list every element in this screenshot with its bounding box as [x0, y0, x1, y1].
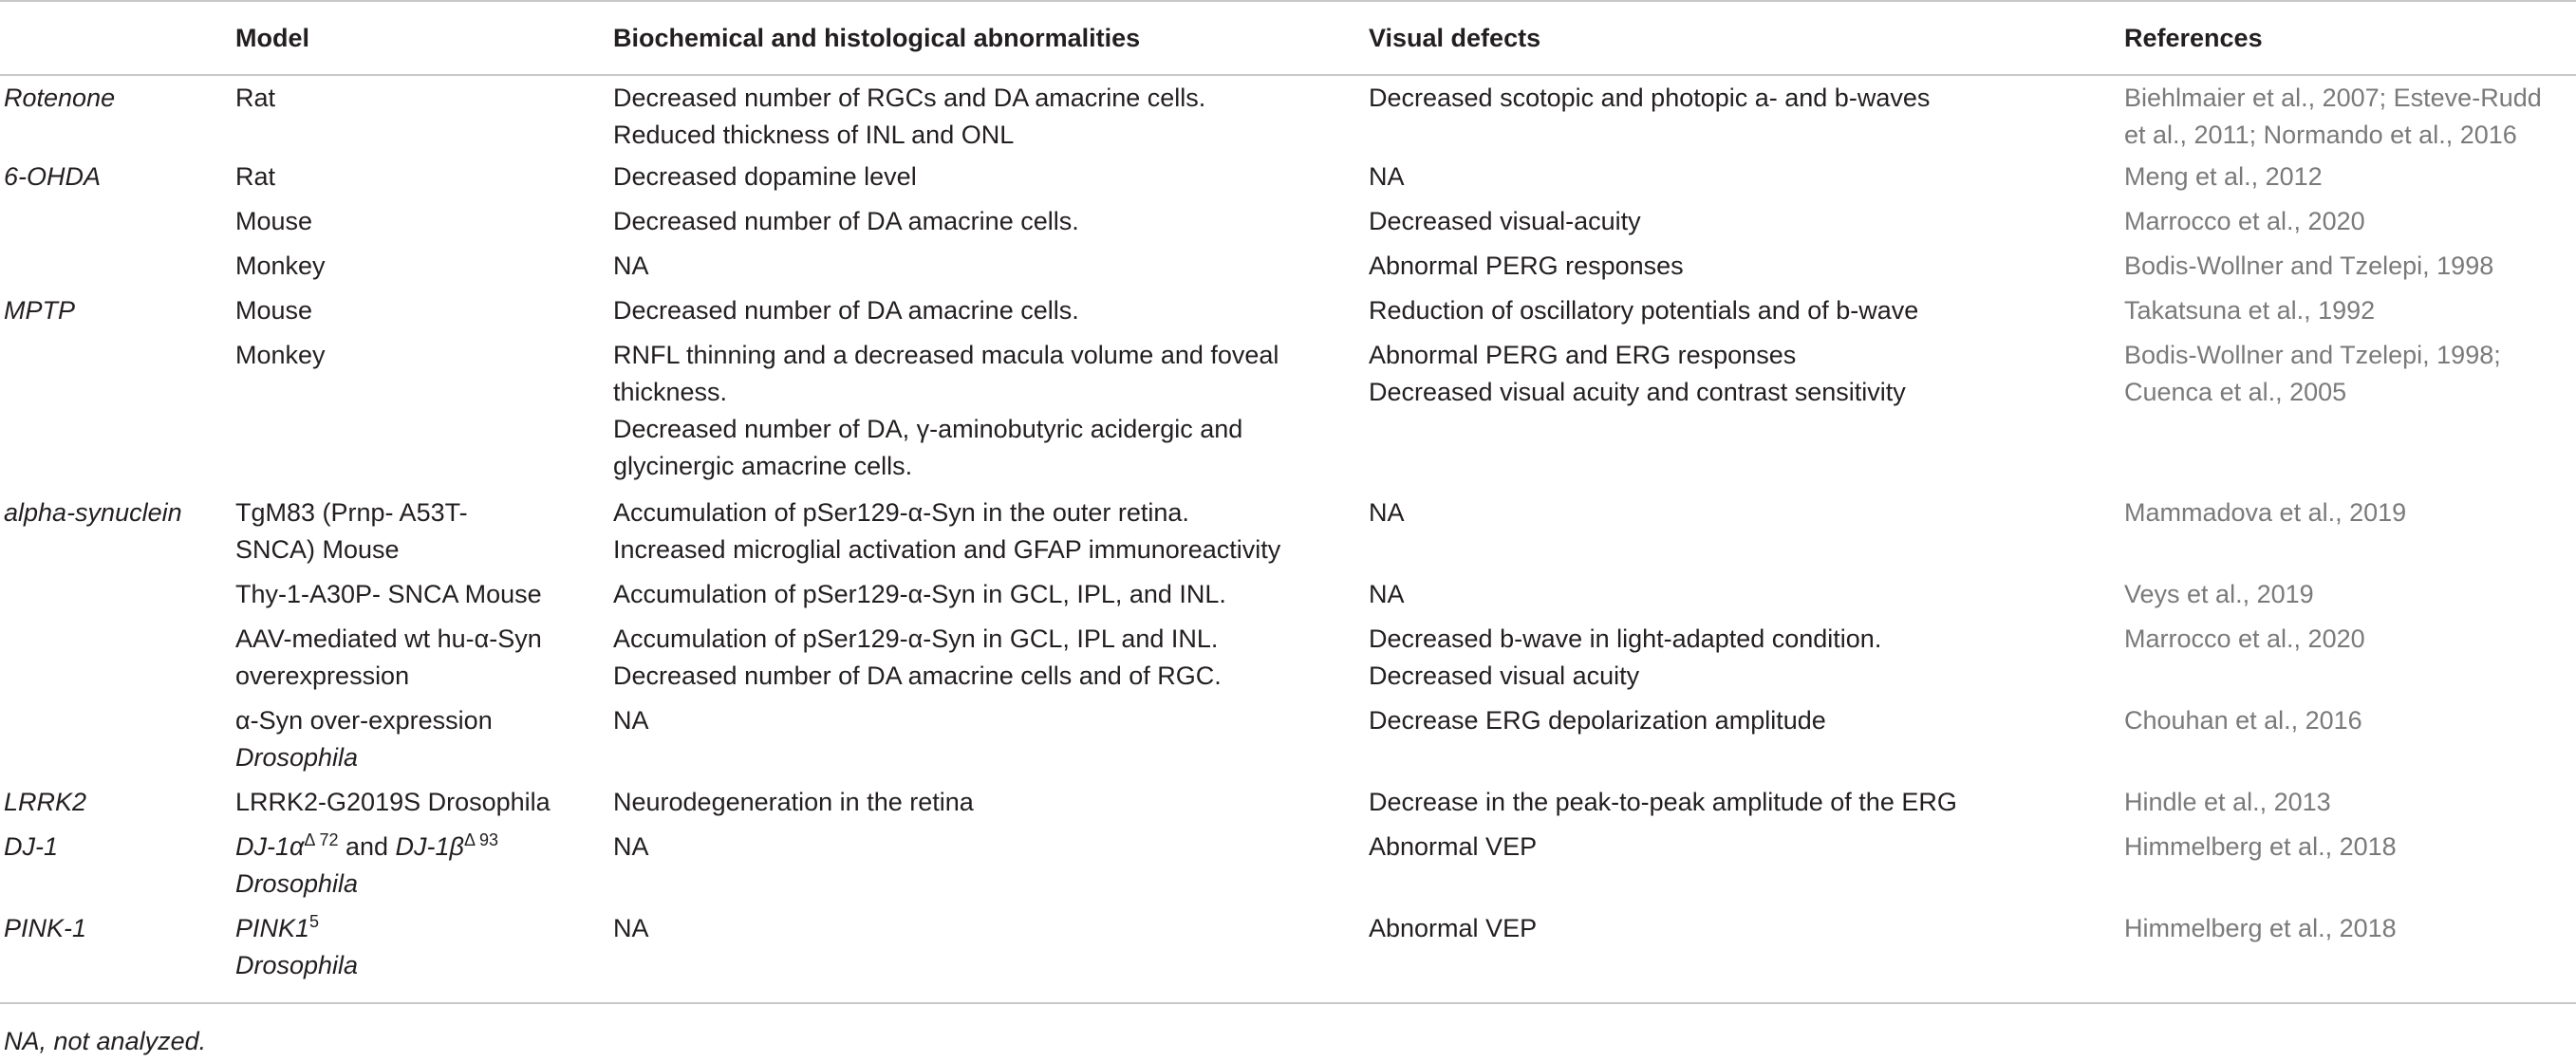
visual-text: NA	[1369, 498, 1405, 527]
biochem-text: Decreased number of DA amacrine cells and of RGC.	[613, 661, 1222, 690]
model-cell	[228, 337, 606, 494]
model-text: SNCA) Mouse	[235, 535, 400, 564]
visual-cell	[1361, 829, 2117, 910]
biochem-cell	[606, 248, 1361, 292]
model-cell	[228, 621, 606, 702]
references-cell	[2117, 576, 2576, 621]
model-text: Mouse	[235, 296, 313, 325]
toxin-cell	[0, 292, 228, 337]
model-text: Mouse	[235, 207, 313, 235]
biochem-cell	[606, 784, 1361, 829]
visual-text: Abnormal PERG responses	[1369, 252, 1684, 280]
model-cell	[228, 784, 606, 829]
model-cell	[228, 158, 606, 203]
table-row	[0, 494, 2576, 576]
references-cell	[2117, 248, 2576, 292]
reference-text: Mammadova et al., 2019	[2124, 498, 2407, 527]
model-text: Thy-1-A30P- SNCA Mouse	[235, 580, 542, 608]
table-row	[0, 75, 2576, 158]
table-body	[0, 75, 2576, 1003]
header-empty	[0, 1, 228, 75]
biochem-text: glycinergic amacrine cells.	[613, 452, 913, 480]
biochem-cell	[606, 158, 1361, 203]
visual-cell	[1361, 158, 2117, 203]
model-gene: DJ-1β	[395, 832, 464, 861]
table-row	[0, 702, 2576, 784]
biochem-text: NA	[613, 252, 649, 280]
visual-text: NA	[1369, 580, 1405, 608]
toxin-cell	[0, 248, 228, 292]
toxin-cell	[0, 621, 228, 702]
biochem-cell	[606, 621, 1361, 702]
biochem-text: Decreased number of DA amacrine cells.	[613, 207, 1079, 235]
header-references: References	[2124, 23, 2263, 52]
table-row	[0, 292, 2576, 337]
model-text: Drosophila	[235, 951, 359, 979]
model-superscript: Δ 72	[304, 830, 339, 849]
toxin-cell	[0, 910, 228, 1003]
model-cell	[228, 702, 606, 784]
visual-text: Reduction of oscillatory potentials and of b-wave	[1369, 296, 1919, 325]
model-gene: PINK1	[235, 914, 310, 942]
visual-text: Decrease in the peak-to-peak amplitude of the ERG	[1369, 788, 1957, 816]
header-model: Model	[235, 23, 309, 52]
toxin-cell	[0, 702, 228, 784]
reference-text: et al., 2011; Normando et al., 2016	[2124, 121, 2517, 149]
model-connector: and	[338, 832, 396, 861]
reference-text: Himmelberg et al., 2018	[2124, 832, 2397, 861]
visual-text: Decreased visual-acuity	[1369, 207, 1641, 235]
visual-cell	[1361, 494, 2117, 576]
toxin-cell	[0, 494, 228, 576]
toxin-label: PINK-1	[4, 914, 87, 942]
model-text: Drosophila	[235, 743, 359, 772]
visual-cell	[1361, 576, 2117, 621]
reference-text: Meng et al., 2012	[2124, 162, 2323, 191]
model-text: Rat	[235, 162, 276, 191]
model-text: AAV-mediated wt hu-α-Syn	[235, 624, 542, 653]
biochem-text: Increased microglial activation and GFAP immunoreactivity	[613, 535, 1281, 564]
table-row	[0, 248, 2576, 292]
visual-text: Abnormal VEP	[1369, 832, 1538, 861]
model-cell	[228, 292, 606, 337]
biochem-text: Decreased number of DA, γ-aminobutyric acidergic and	[613, 415, 1243, 443]
table-footnote: NA, not analyzed.	[4, 1027, 207, 1055]
visual-cell	[1361, 248, 2117, 292]
biochem-text: Accumulation of pSer129-α-Syn in GCL, IPL, and INL.	[613, 580, 1226, 608]
model-cell	[228, 494, 606, 576]
model-text: α-Syn over-expression	[235, 706, 493, 735]
biochem-text: NA	[613, 832, 649, 861]
references-cell	[2117, 621, 2576, 702]
biochem-cell	[606, 910, 1361, 1003]
toxin-label: LRRK2	[4, 788, 87, 816]
table-row	[0, 784, 2576, 829]
model-text: Drosophila	[235, 869, 359, 898]
visual-text: Decrease ERG depolarization amplitude	[1369, 706, 1826, 735]
biochem-cell	[606, 494, 1361, 576]
visual-text: Abnormal PERG and ERG responses	[1369, 341, 1797, 369]
reference-text: Veys et al., 2019	[2124, 580, 2314, 608]
references-cell	[2117, 910, 2576, 1003]
references-cell	[2117, 292, 2576, 337]
biochem-cell	[606, 702, 1361, 784]
biochem-cell	[606, 576, 1361, 621]
visual-text: Decreased scotopic and photopic a- and b-waves	[1369, 84, 1931, 112]
reference-text: Hindle et al., 2013	[2124, 788, 2331, 816]
reference-text: Marrocco et al., 2020	[2124, 207, 2365, 235]
model-cell	[228, 248, 606, 292]
visual-cell	[1361, 910, 2117, 1003]
visual-text: Decreased visual acuity and contrast sensitivity	[1369, 378, 1906, 406]
biochem-text: NA	[613, 914, 649, 942]
toxin-cell	[0, 576, 228, 621]
toxin-cell	[0, 337, 228, 494]
toxin-label: 6-OHDA	[4, 162, 102, 191]
toxin-label: Rotenone	[4, 84, 116, 112]
references-cell	[2117, 702, 2576, 784]
model-cell	[228, 75, 606, 158]
visual-cell	[1361, 702, 2117, 784]
model-text: TgM83 (Prnp- A53T-	[235, 498, 468, 527]
reference-text: Marrocco et al., 2020	[2124, 624, 2365, 653]
biochem-text: Decreased dopamine level	[613, 162, 917, 191]
references-cell	[2117, 494, 2576, 576]
biochem-text: Decreased number of DA amacrine cells.	[613, 296, 1079, 325]
toxin-cell	[0, 158, 228, 203]
model-superscript: Δ 93	[463, 830, 499, 849]
model-cell	[228, 910, 606, 1003]
visual-cell	[1361, 784, 2117, 829]
model-gene: DJ-1α	[235, 832, 305, 861]
biochem-text: Accumulation of pSer129-α-Syn in the outer retina.	[613, 498, 1189, 527]
references-cell	[2117, 829, 2576, 910]
table-row	[0, 576, 2576, 621]
model-superscript: 5	[309, 912, 320, 931]
toxin-label: MPTP	[4, 296, 76, 325]
toxin-cell	[0, 75, 228, 158]
model-cell	[228, 576, 606, 621]
biochem-text: NA	[613, 706, 649, 735]
references-cell	[2117, 75, 2576, 158]
model-cell	[228, 203, 606, 248]
visual-cell	[1361, 203, 2117, 248]
model-text: Monkey	[235, 341, 326, 369]
visual-cell	[1361, 75, 2117, 158]
model-text: Monkey	[235, 252, 326, 280]
toxin-label: alpha-synuclein	[4, 498, 182, 527]
model-text-line	[235, 910, 606, 947]
model-text: Rat	[235, 84, 276, 112]
model-text: LRRK2-G2019S Drosophila	[235, 788, 551, 816]
visual-text: Abnormal VEP	[1369, 914, 1538, 942]
table-row	[0, 829, 2576, 910]
references-cell	[2117, 337, 2576, 494]
header-row	[0, 1, 2576, 75]
reference-text: Himmelberg et al., 2018	[2124, 914, 2397, 942]
references-cell	[2117, 203, 2576, 248]
model-cell	[228, 829, 606, 910]
references-cell	[2117, 784, 2576, 829]
toxin-cell	[0, 784, 228, 829]
biochem-text: Neurodegeneration in the retina	[613, 788, 974, 816]
model-text: overexpression	[235, 661, 410, 690]
header-biochemical: Biochemical and histological abnormalities	[613, 23, 1141, 52]
table-header	[0, 1, 2576, 75]
table-row	[0, 621, 2576, 702]
biochem-text: Reduced thickness of INL and ONL	[613, 121, 1015, 149]
reference-text: Takatsuna et al., 1992	[2124, 296, 2376, 325]
table-row	[0, 337, 2576, 494]
table-row	[0, 203, 2576, 248]
biochem-cell	[606, 337, 1361, 494]
reference-text: Cuenca et al., 2005	[2124, 378, 2347, 406]
visual-cell	[1361, 337, 2117, 494]
biochem-cell	[606, 829, 1361, 910]
toxin-cell	[0, 203, 228, 248]
reference-text: Biehlmaier et al., 2007; Esteve-Rudd	[2124, 84, 2542, 112]
toxin-cell	[0, 829, 228, 910]
reference-text: Bodis-Wollner and Tzelepi, 1998;	[2124, 341, 2501, 369]
visual-text: Decreased visual acuity	[1369, 661, 1640, 690]
biochem-cell	[606, 75, 1361, 158]
model-text-line	[235, 829, 606, 866]
header-visual-defects: Visual defects	[1369, 23, 1541, 52]
biochem-text: Decreased number of RGCs and DA amacrine cells.	[613, 84, 1206, 112]
reference-text: Chouhan et al., 2016	[2124, 706, 2362, 735]
visual-text: NA	[1369, 162, 1405, 191]
table-row	[0, 910, 2576, 1003]
toxin-label: DJ-1	[4, 832, 59, 861]
biochem-cell	[606, 203, 1361, 248]
visual-text: Decreased b-wave in light-adapted condition.	[1369, 624, 1882, 653]
biochem-text: Accumulation of pSer129-α-Syn in GCL, IPL and INL.	[613, 624, 1219, 653]
biochem-text: RNFL thinning and a decreased macula volume and foveal	[613, 341, 1279, 369]
table-row	[0, 158, 2576, 203]
reference-text: Bodis-Wollner and Tzelepi, 1998	[2124, 252, 2494, 280]
references-cell	[2117, 158, 2576, 203]
biochem-cell	[606, 292, 1361, 337]
biochem-text: thickness.	[613, 378, 728, 406]
visual-cell	[1361, 292, 2117, 337]
visual-cell	[1361, 621, 2117, 702]
